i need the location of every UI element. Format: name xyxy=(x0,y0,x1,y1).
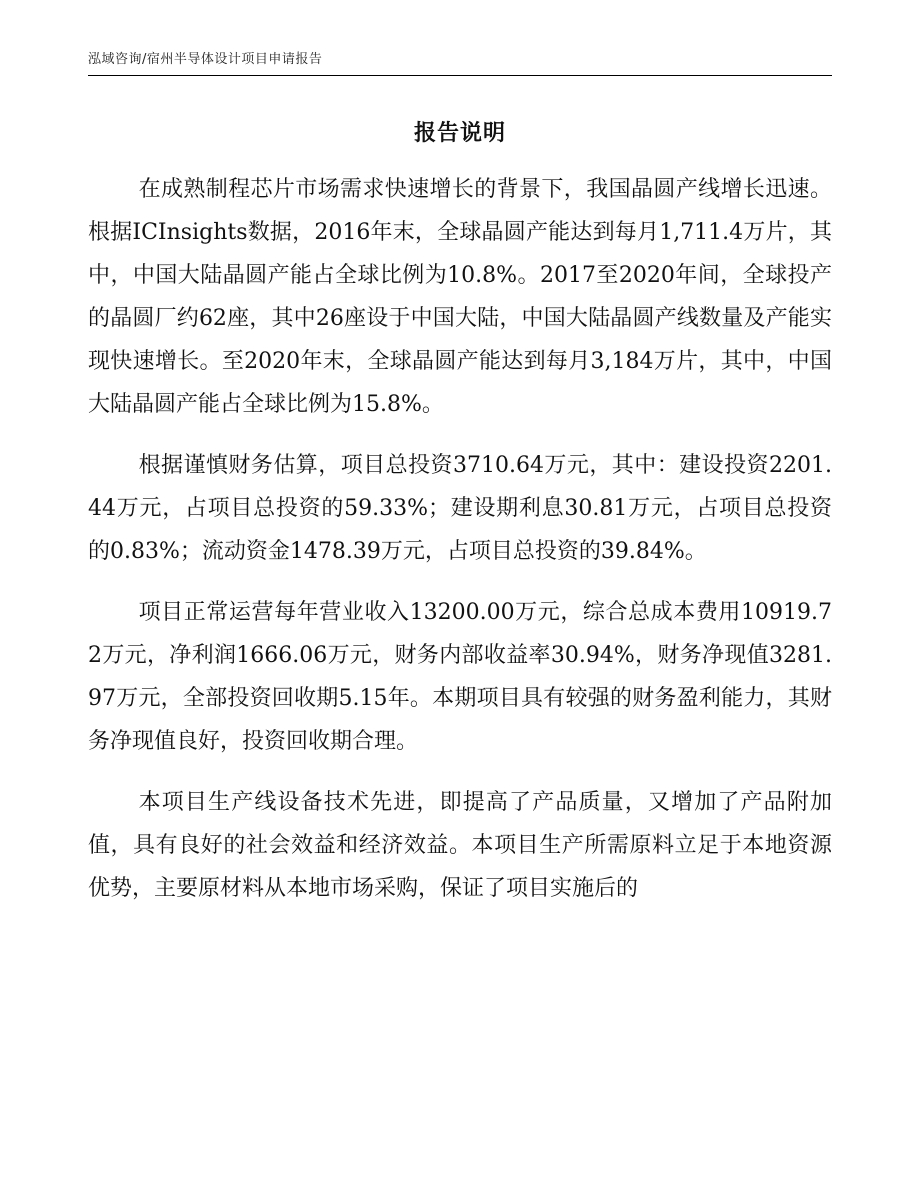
paragraph-investment-estimate: 根据谨慎财务估算，项目总投资3710.64万元，其中：建设投资2201.44万元，占项目总投资的59.33%；建设期利息30.81万元，占项目总投资的0.83%；流动资金1478.39万元，占项目总投资的39.84%。 xyxy=(88,453,832,564)
running-header: 泓域咨询/宿州半导体设计项目申请报告 xyxy=(88,52,323,67)
page-title: 报告说明 xyxy=(413,121,506,146)
paragraph-benefits: 本项目生产线设备技术先进，即提高了产品质量，又增加了产品附加值，具有良好的社会效益和经济效益。本项目生产所需原料立足于本地资源优势，主要原材料从本地市场采购，保证了项目实施后的 xyxy=(88,790,832,901)
body-text xyxy=(88,168,832,928)
paragraph-financial-returns: 项目正常运营每年营业收入13200.00万元，综合总成本费用10919.72万元，净利润1666.06万元，财务内部收益率30.94%，财务净现值3281.97万元，全部投资回收期5.15年。本期项目具有较强的财务盈利能力，其财务净现值良好，投资回收期合理。 xyxy=(88,600,832,754)
paragraph-market-background: 在成熟制程芯片市场需求快速增长的背景下，我国晶圆产线增长迅速。根据ICInsights数据，2016年末，全球晶圆产能达到每月1,711.4万片，其中，中国大陆晶圆产能占全球比例为10.8%。2017至2020年间，全球投产的晶圆厂约62座，其中26座设于中国大陆，中国大陆晶圆产线数量及产能实现快速增长。至2020年末，全球晶圆产能达到每月3,184万片，其中，中国大陆晶圆产能占全球比例为15.8%。 xyxy=(88,177,832,417)
header-divider xyxy=(88,75,832,76)
